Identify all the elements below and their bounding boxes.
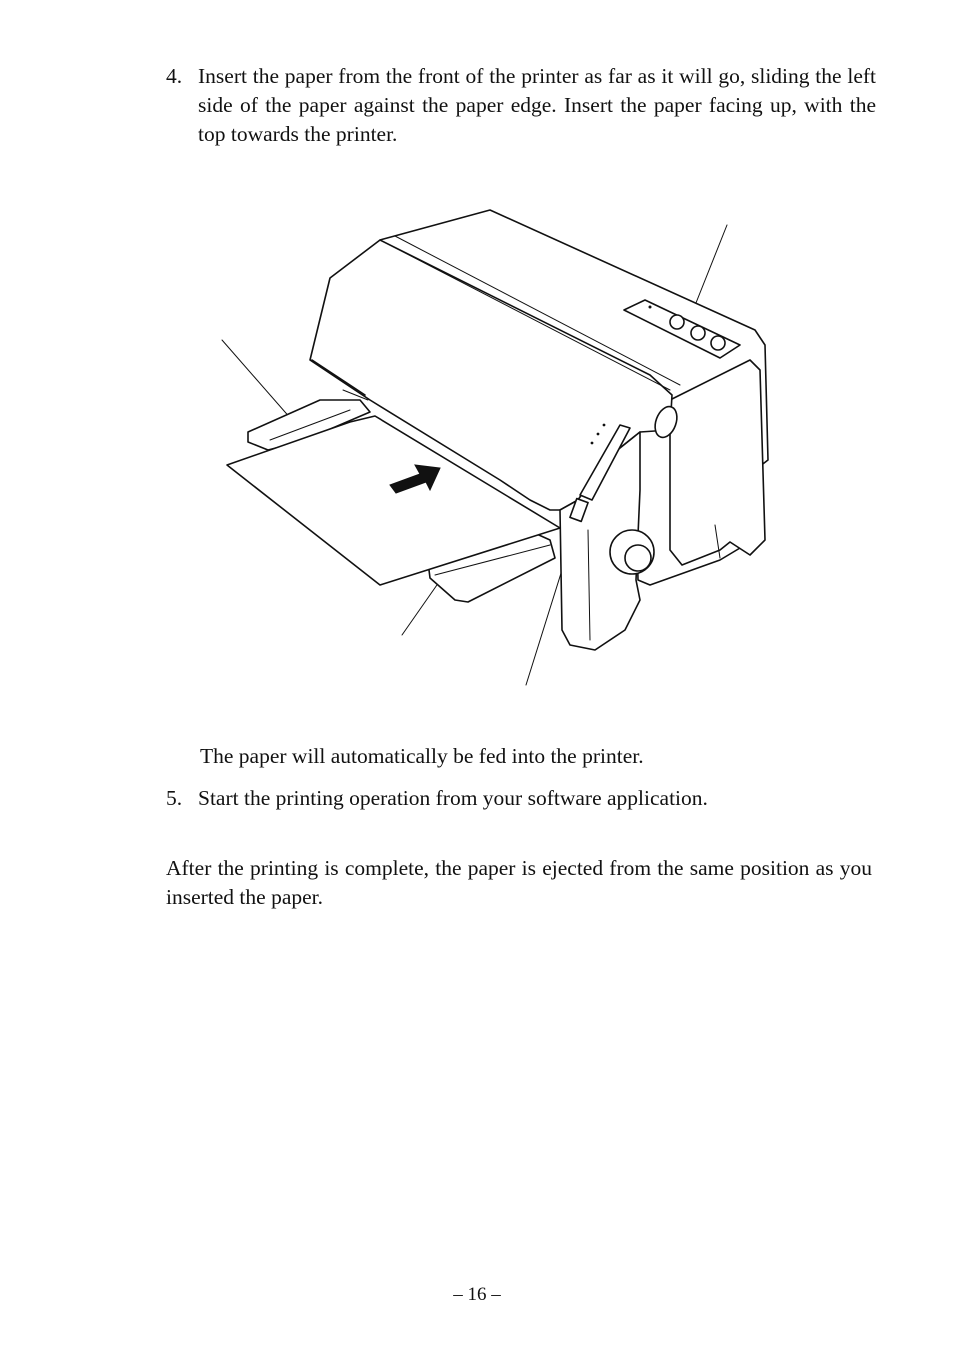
step-text: Start the printing operation from your software application. xyxy=(198,786,708,810)
step-4 xyxy=(166,62,876,149)
step-number: 4. xyxy=(166,64,183,88)
step-5 xyxy=(166,784,876,813)
after-print-note: After the printing is complete, the paper is ejected from the same position as you inserted the paper. xyxy=(166,856,872,909)
step-number: 5. xyxy=(166,786,183,810)
auto-feed-note: The paper will automatically be fed into the printer. xyxy=(200,744,644,768)
step-text: Insert the paper from the front of the printer as far as it will go, sliding the left side of the paper against the paper edge. Insert the paper facing up, with the top towards the printer. xyxy=(198,64,876,146)
printer-illustration xyxy=(200,200,800,700)
page-number: – 16 – xyxy=(453,1284,501,1305)
